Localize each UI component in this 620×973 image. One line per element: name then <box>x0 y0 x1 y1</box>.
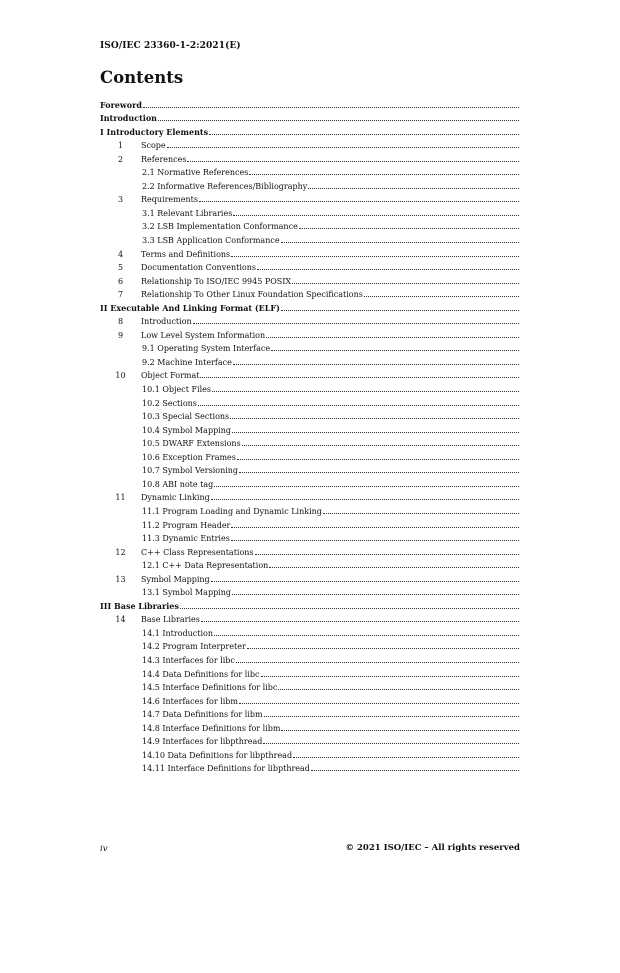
toc-entry-title: Requirements <box>141 195 198 205</box>
toc-entry-number: 12 <box>115 547 126 557</box>
toc-entry-title: I Introductory Elements <box>100 126 209 137</box>
toc-entry-title: 10.5 DWARF Extensions <box>142 439 241 449</box>
page-title: Contents <box>100 68 184 87</box>
toc-entry-number: 6 <box>117 276 124 286</box>
footer-copyright: © 2021 ISO/IEC – All rights reserved <box>345 843 520 853</box>
toc-entry-number: 11 <box>115 493 126 503</box>
toc-entry-title: 14.10 Data Definitions for libpthread <box>142 750 293 760</box>
toc-entry-title: 10.1 Object Files <box>142 385 211 395</box>
toc-entry-title: 11.3 Dynamic Entries <box>142 534 230 544</box>
toc-entry-title: 10.2 Sections <box>142 398 197 408</box>
toc-entry-title: Symbol Mapping <box>141 574 210 584</box>
toc-entry-title: 14.2 Program Interpreter <box>142 642 246 652</box>
toc-entry-title: 14.4 Data Definitions for libc <box>142 669 260 679</box>
toc-entry-number: 5 <box>117 263 124 273</box>
toc-entry-title: Relationship To Other Linux Foundation Specifications <box>141 290 363 300</box>
toc-entry-number: 14 <box>115 615 126 625</box>
toc-entry-title: Documentation Conventions <box>141 263 256 273</box>
toc-entry-number: 7 <box>117 290 124 300</box>
toc-entry-title: 14.9 Interfaces for libpthread <box>142 737 263 747</box>
toc-entry-title: 3.1 Relevant Libraries <box>142 208 233 218</box>
toc-entry-title: 14.11 Interface Definitions for libpthread <box>142 764 310 774</box>
toc-entry-title: 14.7 Data Definitions for libm <box>142 710 263 720</box>
toc-entry-number: 9 <box>117 330 124 340</box>
toc-entry-title: Dynamic Linking <box>141 493 210 503</box>
toc-entry-title: III Base Libraries <box>100 600 179 611</box>
toc-entry-title: Introduction <box>100 113 157 124</box>
toc-entry-title: 13.1 Symbol Mapping <box>142 588 232 598</box>
toc-entry-title: Relationship To ISO/IEC 9945 POSIX <box>141 276 292 286</box>
toc-entry-title: 10.8 ABI note tag <box>142 479 214 489</box>
toc-entry-title: 14.3 Interfaces for libc <box>142 655 235 665</box>
toc-entry-title: 10.7 Symbol Versioning <box>142 466 239 476</box>
toc-entry-number: 10 <box>115 371 126 381</box>
toc-entry-page <box>100 96 620 973</box>
toc-entry-title: References <box>141 154 187 164</box>
toc-entry-number: 3 <box>117 195 124 205</box>
toc-entry-number: 4 <box>117 249 124 259</box>
toc-entry-title: Scope <box>141 141 166 151</box>
toc-entry-title: 10.6 Exception Frames <box>142 452 236 462</box>
toc-entry-title: Object Format <box>141 371 200 381</box>
toc-entry-title: 2.1 Normative References <box>142 168 249 178</box>
toc-entry-title: 9.1 Operating System Interface <box>142 344 271 354</box>
toc-entry-title: II Executable And Linking Format (ELF) <box>100 302 280 313</box>
toc-entry-title: 11.1 Program Loading and Dynamic Linking <box>142 506 322 516</box>
toc-entry-title: 14.1 Introduction <box>142 628 214 638</box>
toc-entry-title: 11.2 Program Header <box>142 520 231 530</box>
toc-entry-title: 14.8 Interface Definitions for libm <box>142 723 281 733</box>
toc-entry-title: 3.2 LSB Implementation Conformance <box>142 222 298 232</box>
toc-entry-number: 2 <box>117 154 124 164</box>
toc-entry-title: 14.5 Interface Definitions for libc <box>142 683 278 693</box>
toc-entry-title: 2.2 Informative References/Bibliography <box>142 181 308 191</box>
toc-entry-number: 8 <box>117 317 124 327</box>
table-of-contents <box>100 96 520 773</box>
toc-entry-title: Base Libraries <box>141 615 200 625</box>
toc-entry[interactable] <box>100 760 520 774</box>
toc-entry-title: Terms and Definitions <box>141 249 231 259</box>
document-id: ISO/IEC 23360-1-2:2021(E) <box>100 41 241 51</box>
toc-entry-title: 3.3 LSB Application Conformance <box>142 236 280 246</box>
toc-entry-title: 14.6 Interfaces for libm <box>142 696 239 706</box>
toc-entry-title: 10.3 Special Sections <box>142 412 230 422</box>
toc-entry-title: Low Level System Information <box>141 330 266 340</box>
toc-entry-number: 1 <box>117 141 124 151</box>
toc-entry-title: Introduction <box>141 317 192 327</box>
toc-entry-title: 12.1 C++ Data Representation <box>142 561 269 571</box>
toc-entry-number: 13 <box>115 574 126 584</box>
toc-entry-title: Foreword <box>100 99 142 110</box>
toc-entry-title: C++ Class Representations <box>141 547 254 557</box>
toc-entry-title: 9.2 Machine Interface <box>142 357 232 367</box>
footer-page-number: iv <box>100 844 108 854</box>
toc-entry-title: 10.4 Symbol Mapping <box>142 425 232 435</box>
